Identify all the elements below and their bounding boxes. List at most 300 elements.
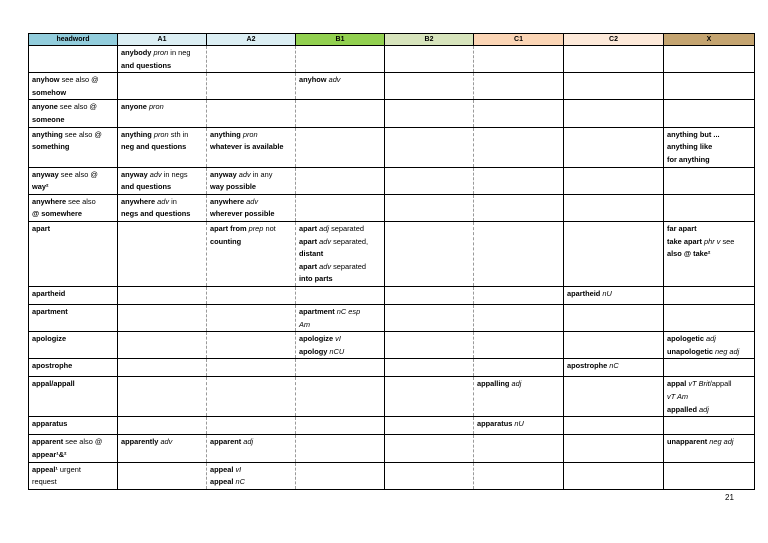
part-of-speech: Am [299,319,311,329]
entry-line [299,236,381,249]
level-cell-x [664,167,755,194]
part-of-speech: nU [602,288,612,298]
entry-line [210,223,292,236]
entry-line [32,181,114,194]
level-cell-x [664,194,755,221]
entry-word: far apart [667,223,697,233]
headword-cell [29,435,118,462]
column-header-c1: C1 [474,34,564,46]
level-cell-x [664,221,755,286]
level-cell-b2 [385,435,474,462]
entry-gloss: urgent [57,464,81,474]
table-row [29,417,755,435]
entry-word: apologetic [667,334,707,344]
entry-word: apart [299,223,320,233]
level-cell-c2 [564,377,664,417]
entry-word: anyone [32,102,58,112]
headword-cell [29,286,118,304]
entry-word: apart [299,236,320,246]
part-of-speech: adv [149,169,162,179]
table-row [29,221,755,286]
entry-word: anything but ... [667,129,720,139]
entry-word: unapparent [667,437,710,447]
level-cell-c2 [564,332,664,359]
vocabulary-table [28,33,755,490]
headword-cell [29,73,118,100]
column-header-b2: B2 [385,34,474,46]
part-of-speech: adv [238,169,251,179]
entry-line [667,154,751,167]
level-cell-b2 [385,100,474,127]
level-cell-b2 [385,462,474,489]
entry-word: apology [299,346,330,356]
entry-line [32,436,114,449]
headword-cell [29,100,118,127]
entry-gloss: in neg [168,48,191,57]
entry-word: apartment [32,306,68,316]
part-of-speech: nCU [329,346,345,356]
level-cell-a2 [207,286,296,304]
part-of-speech: phr v [703,236,721,246]
level-cell-b2 [385,286,474,304]
column-header-c2: C2 [564,34,664,46]
entry-line [121,129,203,142]
level-cell-b2 [385,332,474,359]
entry-line [121,196,203,209]
entry-line [121,169,203,182]
entry-word: anybody [121,48,154,57]
entry-line [32,74,114,87]
entry-line [210,236,292,249]
entry-word: anyhow [299,75,329,85]
level-cell-c2 [564,73,664,100]
level-cell-c1 [474,194,564,221]
table-row [29,286,755,304]
entry-line [121,141,203,154]
entry-line [210,181,292,194]
entry-gloss: separated [329,223,364,233]
entry-gloss: request [32,477,57,487]
headword-cell [29,359,118,377]
entry-gloss: see also @ [57,102,98,112]
part-of-speech: adv [160,437,173,447]
entry-word: and questions [121,60,172,70]
level-cell-x [664,127,755,167]
column-header-a1: A1 [118,34,207,46]
level-cell-b2 [385,417,474,435]
entry-word: into parts [299,274,333,284]
entry-word: apparent [210,437,244,447]
level-cell-c1 [474,435,564,462]
level-cell-b1 [296,286,385,304]
entry-line [121,101,203,114]
part-of-speech: adj [511,379,522,389]
headword-cell [29,332,118,359]
entry-gloss: in any [250,169,273,179]
entry-line [477,418,560,431]
entry-gloss: in [169,196,177,206]
table-row [29,194,755,221]
entry-word: anywhere [210,196,247,206]
level-cell-c1 [474,127,564,167]
entry-line [210,436,292,449]
level-cell-a2 [207,332,296,359]
entry-line [299,346,381,359]
part-of-speech: adv [246,196,259,206]
level-cell-b1 [296,359,385,377]
level-cell-b1 [296,462,385,489]
entry-line [567,360,660,373]
entry-gloss: separated, [331,236,369,246]
entry-line [210,464,292,477]
entry-word: anything [210,129,243,139]
header-row [29,34,755,46]
level-cell-a1 [118,304,207,331]
level-cell-c1 [474,221,564,286]
level-cell-b1 [296,127,385,167]
entry-word: negs and questions [121,209,191,219]
level-cell-c2 [564,127,664,167]
entry-word: anywhere [32,196,67,206]
part-of-speech: pron [242,129,258,139]
entry-gloss: see [720,236,735,246]
entry-word: whatever is available [210,142,284,152]
level-cell-a1 [118,332,207,359]
level-cell-c1 [474,286,564,304]
part-of-speech: neg adj [709,437,734,447]
level-cell-c2 [564,194,664,221]
entry-gloss: see also @ [59,75,99,85]
level-cell-c2 [564,221,664,286]
level-cell-a1 [118,221,207,286]
entry-line [210,476,292,489]
level-cell-c1 [474,100,564,127]
level-cell-c1 [474,377,564,417]
entry-line [32,208,114,221]
entry-line [667,129,751,142]
table-row [29,462,755,489]
entry-word: take apart [667,236,704,246]
part-of-speech: neg adj [715,346,740,356]
level-cell-b2 [385,359,474,377]
level-cell-c2 [564,167,664,194]
level-cell-x [664,377,755,417]
entry-word: apartheid [567,288,603,298]
entry-line [667,236,751,249]
level-cell-c1 [474,332,564,359]
table-row [29,304,755,331]
entry-line [210,196,292,209]
part-of-speech: adv [319,236,332,246]
entry-line [299,333,381,346]
part-of-speech: vT Brit [688,379,710,389]
level-cell-c2 [564,462,664,489]
level-cell-a2 [207,435,296,462]
entry-word: for anything [667,154,710,164]
entry-line [32,464,114,477]
entry-word: way² [32,182,49,192]
level-cell-b1 [296,73,385,100]
level-cell-x [664,359,755,377]
level-cell-x [664,304,755,331]
level-cell-b2 [385,46,474,73]
part-of-speech: adj [699,404,709,414]
level-cell-a2 [207,100,296,127]
entry-word: apart from [210,223,249,233]
part-of-speech: nC esp [336,306,361,316]
entry-line [667,436,751,449]
entry-word: anything [121,129,154,139]
headword-cell [29,46,118,73]
entry-gloss: see also @ [63,437,103,447]
level-cell-a2 [207,167,296,194]
headword-cell [29,304,118,331]
entry-word: anyone [121,102,149,112]
entry-line [477,378,560,391]
part-of-speech: pron [153,129,169,139]
entry-word: anywhere [121,196,158,206]
entry-line [32,141,114,154]
entry-word: apart [299,261,320,271]
level-cell-b1 [296,304,385,331]
entry-word: apologize [32,334,67,344]
entry-word: appalled [667,404,700,414]
table-row [29,167,755,194]
entry-line [32,223,114,236]
entry-gloss: see also @ [58,169,98,179]
entry-word: appeal¹ [32,464,58,474]
level-cell-b1 [296,332,385,359]
level-cell-a1 [118,359,207,377]
level-cell-x [664,286,755,304]
entry-line [32,169,114,182]
entry-line [567,288,660,301]
level-cell-a1 [118,286,207,304]
entry-line [32,306,114,319]
part-of-speech: vI [235,464,242,474]
level-cell-b1 [296,167,385,194]
entry-gloss: not [263,223,276,233]
entry-gloss: sth in [168,129,189,139]
entry-word: @ somewhere [32,209,82,219]
entry-gloss: see also [66,196,96,206]
entry-line [121,60,203,73]
entry-word: something [32,142,70,152]
level-cell-a2 [207,417,296,435]
table-row [29,46,755,73]
table-row [29,127,755,167]
entry-word: anyway [210,169,239,179]
entry-line [32,476,114,489]
entry-line [32,129,114,142]
entry-line [32,101,114,114]
level-cell-c2 [564,304,664,331]
entry-line [121,436,203,449]
entry-line [299,248,381,261]
entry-line [121,208,203,221]
part-of-speech: adv [328,75,341,85]
headword-cell [29,221,118,286]
table-row [29,100,755,127]
entry-word: unapologetic [667,346,716,356]
entry-word: apparatus [477,419,515,429]
level-cell-a1 [118,417,207,435]
entry-line [32,288,114,301]
entry-line [210,169,292,182]
part-of-speech: adj [319,223,330,233]
level-cell-a2 [207,462,296,489]
level-cell-b2 [385,221,474,286]
level-cell-c1 [474,167,564,194]
part-of-speech: vI [335,334,341,344]
level-cell-x [664,462,755,489]
entry-line [32,114,114,127]
entry-word: apartment [299,306,337,316]
level-cell-c2 [564,435,664,462]
entry-line [32,418,114,431]
entry-word: someone [32,114,65,124]
entry-line [667,404,751,417]
entry-line [210,141,292,154]
entry-line [667,346,751,359]
level-cell-a2 [207,127,296,167]
part-of-speech: adv [319,261,332,271]
level-cell-a1 [118,377,207,417]
level-cell-c2 [564,46,664,73]
entry-word: apologize [299,334,336,344]
entry-word: anyway [32,169,59,179]
level-cell-a1 [118,462,207,489]
level-cell-c1 [474,417,564,435]
level-cell-a1 [118,46,207,73]
entry-line [32,449,114,462]
column-header-headword: headword [29,34,118,46]
column-header-x: X [664,34,755,46]
level-cell-a1 [118,194,207,221]
entry-word: anyway [121,169,150,179]
level-cell-b1 [296,221,385,286]
part-of-speech: prep [248,223,264,233]
entry-word: anyhow [32,75,60,85]
entry-word: anything [32,129,63,139]
entry-word: appal/appall [32,379,75,389]
level-cell-a2 [207,73,296,100]
level-cell-c2 [564,359,664,377]
level-cell-x [664,73,755,100]
entry-line [121,181,203,194]
entry-word: wherever possible [210,209,275,219]
level-cell-b2 [385,194,474,221]
table-row [29,377,755,417]
entry-word: counting [210,236,242,246]
level-cell-a1 [118,127,207,167]
entry-word: way possible [210,182,257,192]
table-row [29,359,755,377]
level-cell-a1 [118,167,207,194]
headword-cell [29,167,118,194]
entry-word: distant [299,249,324,259]
level-cell-a2 [207,46,296,73]
level-cell-b2 [385,127,474,167]
column-header-b1: B1 [296,34,385,46]
part-of-speech: nC [609,361,619,371]
entry-line [667,223,751,236]
entry-word: appalling [477,379,512,389]
level-cell-a2 [207,359,296,377]
part-of-speech: adv [157,196,170,206]
level-cell-b2 [385,304,474,331]
headword-cell [29,377,118,417]
part-of-speech: nU [514,419,524,429]
level-cell-b1 [296,417,385,435]
part-of-speech: nC [235,477,245,487]
level-cell-x [664,100,755,127]
level-cell-c1 [474,304,564,331]
entry-word: neg and questions [121,142,187,152]
entry-line [299,223,381,236]
part-of-speech: vT Am [667,391,689,401]
level-cell-b1 [296,46,385,73]
entry-line [210,208,292,221]
level-cell-a1 [118,435,207,462]
entry-line [299,261,381,274]
level-cell-b2 [385,377,474,417]
level-cell-b2 [385,73,474,100]
headword-cell [29,462,118,489]
level-cell-b1 [296,435,385,462]
headword-cell [29,127,118,167]
entry-word: apparent [32,437,64,447]
entry-word: apostrophe [32,361,73,371]
entry-line [32,378,114,391]
entry-line [299,319,381,332]
level-cell-a1 [118,73,207,100]
entry-line [667,333,751,346]
entry-line [299,74,381,87]
headword-cell [29,417,118,435]
entry-line [667,378,751,391]
level-cell-b1 [296,100,385,127]
entry-word: apart [32,223,51,233]
entry-line [210,129,292,142]
level-cell-c1 [474,359,564,377]
level-cell-a2 [207,377,296,417]
level-cell-x [664,417,755,435]
entry-line [32,196,114,209]
entry-line [121,47,203,60]
level-cell-a2 [207,221,296,286]
level-cell-b1 [296,377,385,417]
entry-gloss: separated [331,261,366,271]
entry-line [667,248,751,261]
part-of-speech: adj [706,334,716,344]
entry-word: and questions [121,182,172,192]
level-cell-a2 [207,194,296,221]
level-cell-a1 [118,100,207,127]
level-cell-c1 [474,73,564,100]
entry-word: also @ take² [667,249,711,259]
level-cell-b1 [296,194,385,221]
entry-word: appal [667,379,689,389]
level-cell-x [664,46,755,73]
entry-word: apartheid [32,288,66,298]
entry-word: apparatus [32,419,68,429]
page-number: 21 [725,493,734,502]
entry-gloss: /appall [709,379,732,389]
entry-gloss: in negs [161,169,188,179]
table-row [29,435,755,462]
entry-line [299,273,381,286]
